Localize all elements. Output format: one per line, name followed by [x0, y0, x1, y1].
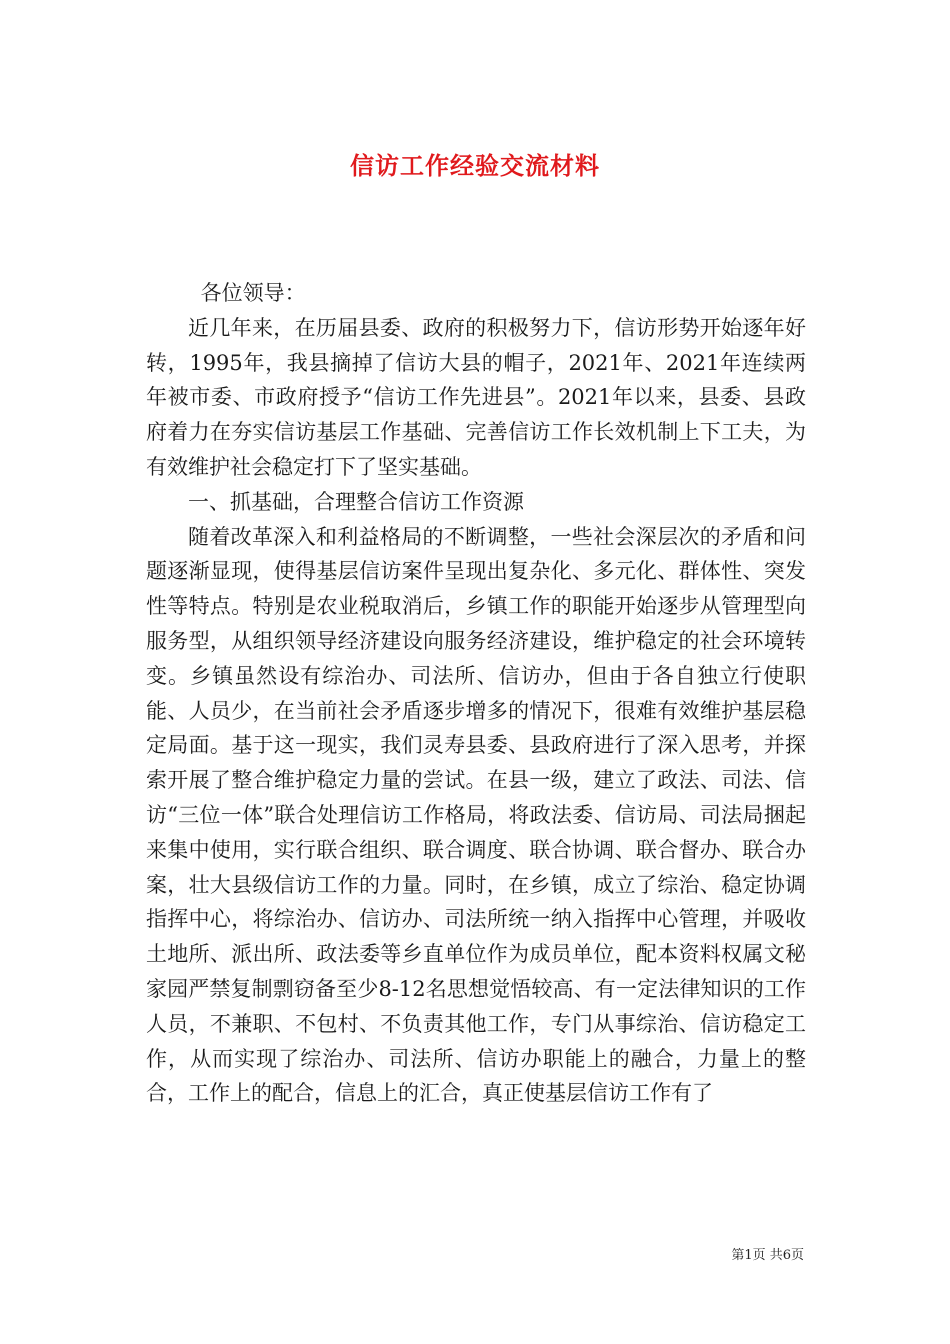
paragraph-intro: 近几年来，在历届县委、政府的积极努力下，信访形势开始逐年好转，1995年，我县摘掉了信访大县的帽子，2021年、2021年连续两年被市委、市政府授予“信访工作先进县”。2021年以来，县委、县政府着力在夯实信访基层工作基础、完善信访工作长效机制上下工夫，为有效维护社会稳定打下了坚实基础。: [146, 315, 806, 479]
page-number: 第1页 共6页: [731, 1248, 804, 1263]
paragraph-section-1: 随着改革深入和利益格局的不断调整，一些社会深层次的矛盾和问题逐渐显现，使得基层信访案件呈现出复杂化、多元化、群体性、突发性等特点。特别是农业税取消后，乡镇工作的职能开始逐步从管理型向服务型，从组织领导经济建设向服务经济建设，维护稳定的社会环境转变。乡镇虽然设有综治办、司法所、信访办，但由于各自独立行使职能、人员少，在当前社会矛盾逐步增多的情况下，很难有效维护基层稳定局面。基于这一现实，我们灵寿县委、县政府进行了深入思考，并探索开展了整合维护稳定力量的尝试。在县一级，建立了政法、司法、信访“三位一体”联合处理信访工作格局，将政法委、信访局、司法局捆起来集中使用，实行联合组织、联合调度、联合协调、联合督办、联合办案，壮大县级信访工作的力量。同时，在乡镇，成立了综治、稳定协调指挥中心，将综治办、信访办、司法所统一纳入指挥中心管理，并吸收土地所、派出所、政法委等乡直单位作为成员单位，配本资料权属文秘家园严禁复制剽窃备至少8-12名思想觉悟较高、有一定法律知识的工作人员，不兼职、不包村、不负责其他工作，专门从事综治、信访稳定工作，从而实现了综治办、司法所、信访办职能上的融合，力量上的整合，工作上的配合，信息上的汇合，真正使基层信访工作有了: [146, 524, 806, 1106]
section-heading: 一、抓基础，合理整合信访工作资源: [188, 489, 524, 514]
document-body: [146, 276, 806, 1111]
salutation: 各位领导：: [200, 281, 306, 305]
document-title: 信访工作经验交流材料: [350, 151, 600, 181]
